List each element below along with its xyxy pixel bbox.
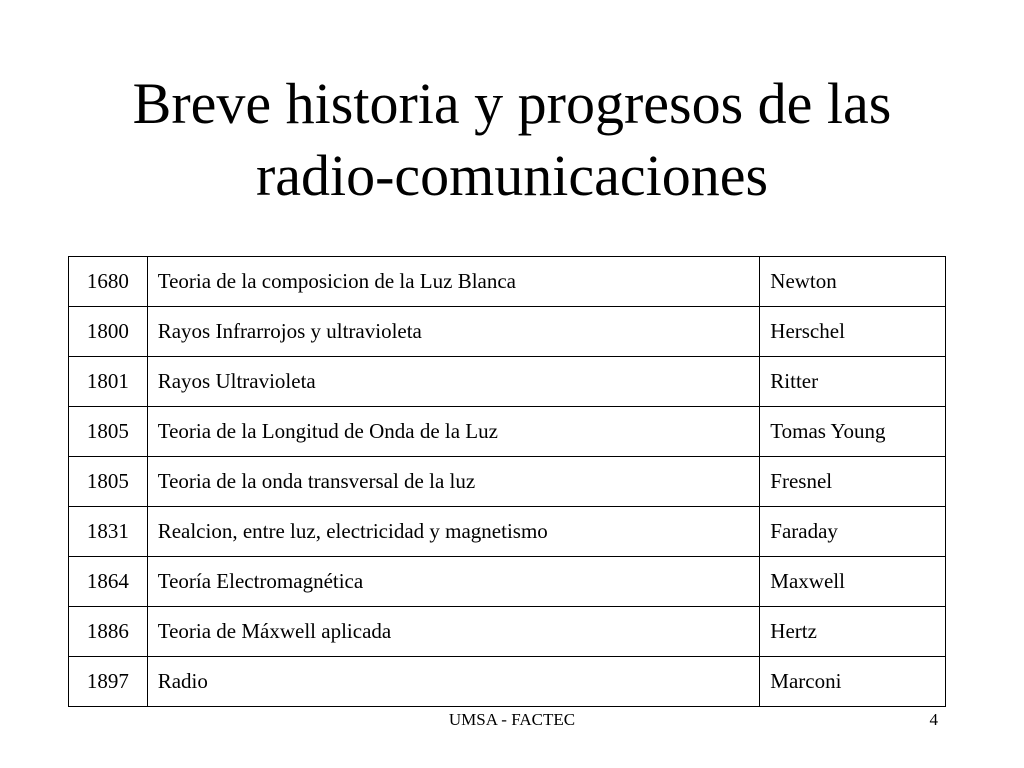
author-cell: Tomas Young: [760, 407, 946, 457]
history-table: [68, 256, 946, 707]
author-cell: Ritter: [760, 357, 946, 407]
description-cell: Teoria de la composicion de la Luz Blanca: [147, 257, 760, 307]
year-cell: 1831: [69, 507, 148, 557]
description-cell: Rayos Infrarrojos y ultravioleta: [147, 307, 760, 357]
author-cell: Hertz: [760, 607, 946, 657]
table-row: [69, 657, 946, 707]
table-row: [69, 407, 946, 457]
year-cell: 1805: [69, 407, 148, 457]
description-cell: Rayos Ultravioleta: [147, 357, 760, 407]
year-cell: 1805: [69, 457, 148, 507]
table-row: [69, 507, 946, 557]
slide-title-line-1: Breve historia y progresos de las: [132, 71, 892, 136]
table-row: [69, 607, 946, 657]
footer-text: UMSA - FACTEC: [448, 710, 576, 729]
description-cell: Teoria de la onda transversal de la luz: [147, 457, 760, 507]
table-row: [69, 257, 946, 307]
author-cell: Maxwell: [760, 557, 946, 607]
table-row: [69, 357, 946, 407]
year-cell: 1897: [69, 657, 148, 707]
author-cell: Faraday: [760, 507, 946, 557]
description-cell: Radio: [147, 657, 760, 707]
author-cell: Herschel: [760, 307, 946, 357]
table-row: [69, 457, 946, 507]
slide-title-line-2: radio-comunicaciones: [255, 143, 769, 208]
author-cell: Newton: [760, 257, 946, 307]
year-cell: 1800: [69, 307, 148, 357]
year-cell: 1886: [69, 607, 148, 657]
description-cell: Teoria de Máxwell aplicada: [147, 607, 760, 657]
slide-title: [0, 68, 1024, 212]
description-cell: Teoría Electromagnética: [147, 557, 760, 607]
author-cell: Fresnel: [760, 457, 946, 507]
page-number: 4: [929, 710, 938, 729]
table-row: [69, 307, 946, 357]
year-cell: 1680: [69, 257, 148, 307]
year-cell: 1864: [69, 557, 148, 607]
description-cell: Realcion, entre luz, electricidad y magnetismo: [147, 507, 760, 557]
author-cell: Marconi: [760, 657, 946, 707]
description-cell: Teoria de la Longitud de Onda de la Luz: [147, 407, 760, 457]
year-cell: 1801: [69, 357, 148, 407]
table-row: [69, 557, 946, 607]
